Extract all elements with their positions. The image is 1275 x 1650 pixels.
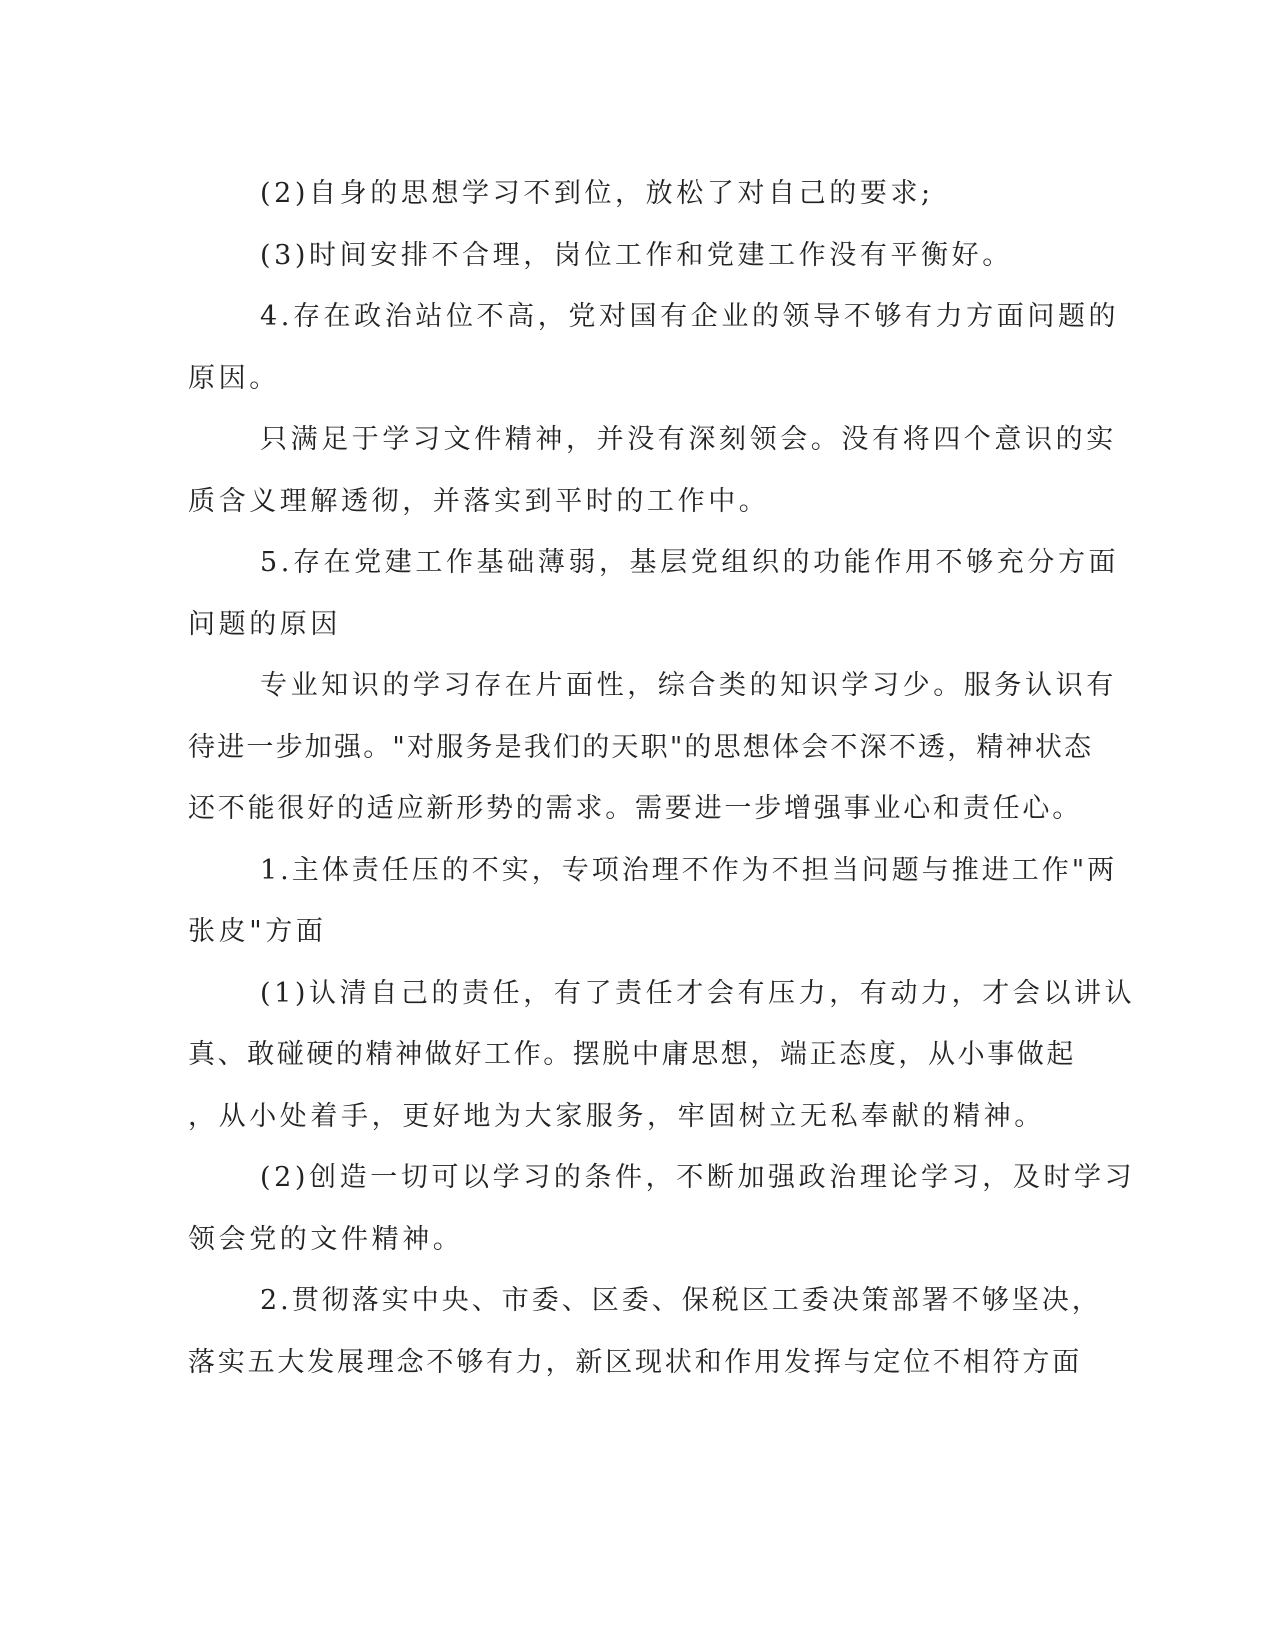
text-line: 落实五大发展理念不够有力，新区现状和作用发挥与定位不相符方面 <box>188 1346 1082 1378</box>
text-line: 1.主体责任压的不实，专项治理不作为不担当问题与推进工作"两 <box>260 854 1118 886</box>
text-line: 2.贯彻落实中央、市委、区委、保税区工委决策部署不够坚决， <box>260 1285 1102 1316</box>
text-line: 问题的原因 <box>188 608 341 640</box>
text-line: 原因。 <box>188 362 280 394</box>
text-line: (2)自身的思想学习不到位，放松了对自己的要求; <box>260 178 934 209</box>
text-line: 专业知识的学习存在片面性，综合类的知识学习少。服务认识有 <box>260 670 1117 701</box>
text-line: 5.存在党建工作基础薄弱，基层党组织的功能作用不够充分方面 <box>260 547 1120 578</box>
text-line: 待进一步加强。"对服务是我们的天职"的思想体会不深不透，精神状态 <box>188 731 1094 763</box>
text-line: 只满足于学习文件精神，并没有深刻领会。没有将四个意识的实 <box>260 424 1117 455</box>
text-line: 张皮"方面 <box>188 916 327 947</box>
text-line: ，从小处着手，更好地为大家服务，牢固树立无私奉献的精神。 <box>188 1100 1045 1132</box>
text-line: (2)创造一切可以学习的条件，不断加强政治理论学习，及时学习 <box>260 1162 1136 1193</box>
text-line: (3)时间安排不合理，岗位工作和党建工作没有平衡好。 <box>260 239 1013 271</box>
document-body <box>188 163 1136 1393</box>
text-line: 质含义理解透彻，并落实到平时的工作中。 <box>188 485 770 517</box>
text-line: 还不能很好的适应新形势的需求。需要进一步增强事业心和责任心。 <box>188 793 1082 824</box>
text-line: 领会党的文件精神。 <box>188 1223 464 1255</box>
text-line: 真、敢碰硬的精神做好工作。摆脱中庸思想，端正态度，从小事做起 <box>188 1039 1076 1070</box>
text-line: 4.存在政治站位不高，党对国有企业的领导不够有力方面问题的 <box>260 301 1120 332</box>
text-line: (1)认清自己的责任，有了责任才会有压力，有动力，才会以讲认 <box>260 977 1136 1009</box>
